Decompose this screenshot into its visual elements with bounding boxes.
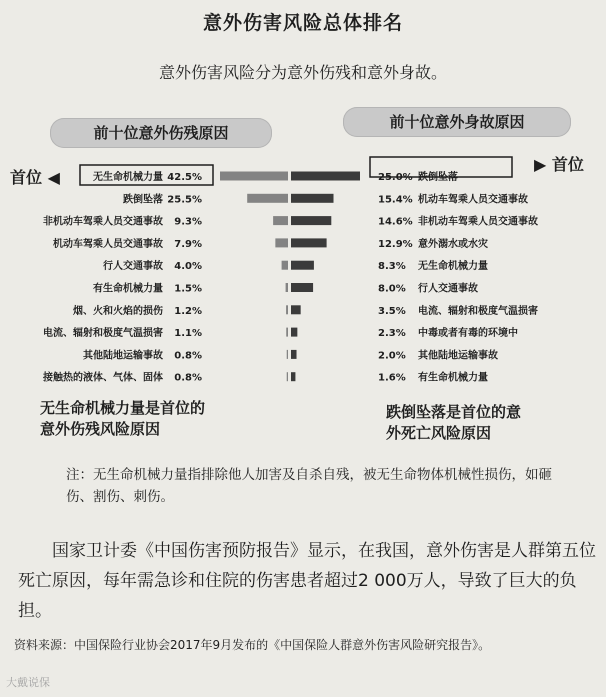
death-value: 14.6% [378,216,413,228]
death-bar [291,216,331,225]
death-bar [291,194,334,203]
death-value: 12.9% [378,238,413,250]
right-arrow-icon: ▶ [534,155,547,174]
disability-category: 跌倒坠落 [123,194,163,206]
death-category: 有生命机械力量 [418,372,488,384]
death-bar [291,261,314,270]
rank-label-text: 首位 [551,155,584,174]
disability-bar [275,238,288,247]
death-caption-line: 跌倒坠落是首位的意 [386,403,522,421]
disability-chart-title: 前十位意外伤残原因 [50,118,272,148]
disability-category: 机动车驾乘人员交通事故 [53,238,163,250]
death-bar [291,238,327,247]
disability-caption [40,398,260,440]
watermark: 大戴说保 [6,676,50,689]
disability-category: 非机动车驾乘人员交通事故 [43,216,163,228]
death-bar [291,283,313,292]
death-bar [291,328,297,337]
death-bar [291,305,301,314]
disability-bar [273,216,288,225]
death-chart-title: 前十位意外身故原因 [343,107,571,137]
disability-bar [286,328,288,337]
disability-category: 行人交通事故 [103,261,163,273]
disability-value: 0.8% [174,350,202,362]
disability-caption-line: 意外伤残风险原因 [40,420,161,438]
left-arrow-icon: ◀ [47,168,60,187]
death-category: 中毒或者有毒的环境中 [418,328,518,340]
death-value: 3.5% [378,305,406,317]
death-caption-line: 外死亡风险原因 [386,424,492,442]
death-category: 无生命机械力量 [418,261,488,273]
death-bar [291,172,360,181]
disability-category: 其他陆地运输事故 [83,350,163,362]
disability-value: 42.5% [167,172,202,183]
death-caption [386,402,586,444]
disability-category: 无生命机械力量 [93,172,163,183]
disability-category: 有生命机械力量 [93,283,163,295]
disability-bar [287,372,288,381]
death-category: 行人交通事故 [418,283,478,295]
disability-bar [247,194,288,203]
source-text: 资料来源：中国保险行业协会2017年9月发布的《中国保险人群意外伤害风险研究报告》。 [14,638,491,652]
note-text: 注：无生命机械力量指排除他人加害及自杀自残，被无生命物体机械性损伤，如砸伤、割伤、刺伤。 [66,467,552,505]
disability-bar [220,172,288,181]
disability-value: 1.1% [174,328,202,340]
death-category: 非机动车驾乘人员交通事故 [418,216,538,228]
disability-caption-line: 无生命机械力量是首位的 [40,399,206,417]
disability-bar [286,305,288,314]
disability-value: 25.5% [167,194,202,206]
disability-bar [287,350,288,359]
death-value: 2.3% [378,328,406,340]
disability-bar [282,261,288,270]
death-value: 15.4% [378,194,413,206]
page-title: 意外伤害风险总体排名 [202,12,403,34]
death-category: 电流、辐射和极度气温损害 [418,305,538,317]
death-category: 意外溺水或水灾 [418,238,488,250]
death-value: 25.0% [378,172,413,183]
disability-value: 1.5% [174,283,202,295]
disability-category: 烟、火和火焰的损伤 [73,305,163,317]
disability-value: 4.0% [174,261,202,273]
death-category: 机动车驾乘人员交通事故 [418,194,528,206]
disability-value: 1.2% [174,305,202,317]
death-value: 8.3% [378,261,406,273]
rank-label-text: 首位 [10,168,43,187]
death-category: 其他陆地运输事故 [418,350,498,362]
death-value: 2.0% [378,350,406,362]
page-subtitle: 意外伤害风险分为意外伤残和意外身故。 [158,63,447,82]
disability-value: 9.3% [174,216,202,228]
disability-value: 7.9% [174,238,202,250]
death-bar [291,350,297,359]
disability-category: 电流、辐射和极度气温损害 [43,328,163,340]
death-category: 跌倒坠落 [418,172,458,183]
death-value: 8.0% [378,283,406,295]
disability-value: 0.8% [174,372,202,384]
disability-category: 接触热的液体、气体、固体 [43,372,163,384]
disability-bar [286,283,288,292]
death-bar [291,372,295,381]
body-paragraph: 国家卫计委《中国伤害预防报告》显示，在我国，意外伤害是人群第五位死亡原因，每年需急诊和住院的伤害患者超过2 000万人，导致了巨大的负担。 [18,541,596,621]
death-value: 1.6% [378,372,406,384]
